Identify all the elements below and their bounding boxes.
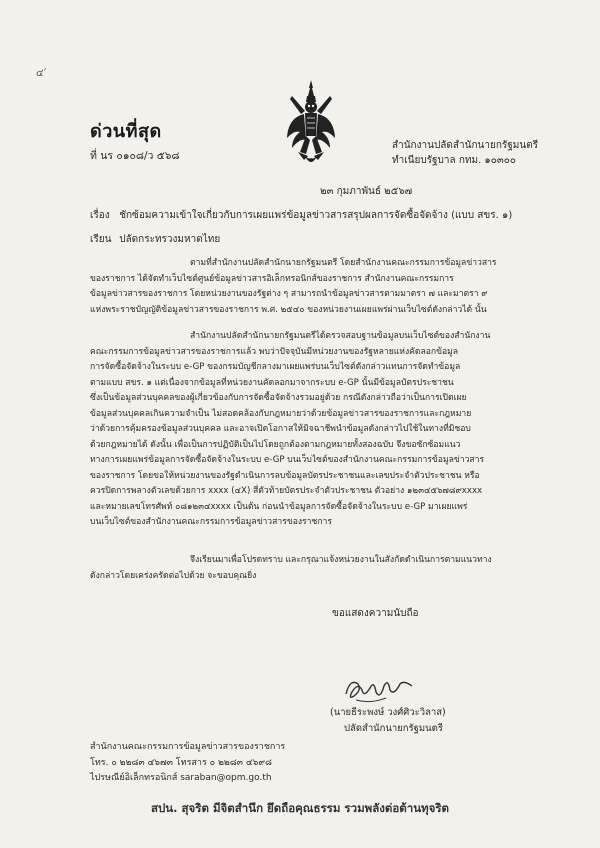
sender-address: ทำเนียบรัฐบาล กทม. ๑๐๓๐๐ bbox=[392, 155, 516, 166]
paragraph-line: ว่าด้วยการคุ้มครองข้อมูลส่วนบุคคล และอาจเปิดโอกาสให้มิจฉาชีพนำข้อมูลดังกล่าวไปใช้ในทางที่มิชอบ bbox=[90, 424, 471, 434]
paragraph-line: ตามแบบ สขร. ๑ แต่เนื่องจากข้อมูลที่หน่วยงานคัดลอกมาจากระบบ e-GP นั้นมีข้อมูลบัตรประชาชน bbox=[90, 377, 454, 388]
sender-office: สำนักงานปลัดสำนักนายกรัฐมนตรี bbox=[392, 140, 539, 151]
paragraph-line: ข้อมูลข่าวสารของราชการ โดยหน่วยงานของรัฐต่าง ๆ สามารถนำข้อมูลข่าวสารตามมาตรา ๗ และมาตรา ๙ bbox=[90, 289, 488, 299]
paragraph-line: บนเว็บไซต์ของสำนักงานคณะกรรมการข้อมูลข่าวสารของราชการ bbox=[90, 517, 332, 527]
paragraph-line: ของราชการ โดยขอให้หน่วยงานของรัฐดำเนินการลบข้อมูลบัตรประชาชนและเลขประจำตัวประชาชน หรือ bbox=[90, 470, 480, 481]
signer-name: (นายธีระพงษ์ วงศ์ศิวะวิลาส) bbox=[330, 707, 446, 718]
recipient-line bbox=[90, 232, 220, 247]
issuing-office-phone: โทร. ๐ ๒๒๘๓ ๔๖๗๓ โทรสาร ๐ ๒๒๘๓ ๔๖๙๘ bbox=[90, 757, 272, 768]
paragraph-line: คณะกรรมการข้อมูลข่าวสารของราชการแล้ว พบว่าปัจจุบันมีหน่วยงานของรัฐหลายแห่งคัดลอกข้อมูล bbox=[90, 346, 459, 357]
subject-line bbox=[90, 208, 512, 223]
recipient-label: เรียน bbox=[90, 234, 112, 245]
recipient-text: ปลัดกระทรวงมหาดไทย bbox=[119, 234, 221, 245]
paragraph-line: การจัดซื้อจัดจ้างในระบบ e-GP ของกรมบัญชีกลางมาเผยแพร่บนเว็บไซต์ดังกล่าวแทนการจัดทำข้อมูล bbox=[90, 362, 461, 372]
signer-title: ปลัดสำนักนายกรัฐมนตรี bbox=[344, 723, 443, 734]
issuing-office-name: สำนักงานคณะกรรมการข้อมูลข่าวสารของราชการ bbox=[90, 742, 286, 752]
footer-slogan: สปน. สุจริต มีจิตสำนึก ยึดถือคุณธรรม รวมพลังต่อต้านทุจริต bbox=[150, 801, 450, 815]
paragraph-3 bbox=[90, 553, 550, 584]
subject-label: เรื่อง bbox=[90, 210, 110, 221]
paragraph-line: ตามที่สำนักงานปลัดสำนักนายกรัฐมนตรี โดยสำนักงานคณะกรรมการข้อมูลข่าวสาร bbox=[190, 258, 497, 268]
paragraph-line: ด้วยกฎหมายได้ ดังนั้น เพื่อเป็นการปฏิบัติเป็นไปโดยถูกต้องตามกฎหมายทั้งสองฉบับ จึงขอซักซ้อมแนว bbox=[90, 439, 461, 450]
paragraph-line: ของราชการ ได้จัดทำเว็บไซต์ศูนย์ข้อมูลข่าวสารอิเล็กทรอนิกส์ของราชการ สำนักงานคณะกรรมการ bbox=[90, 273, 454, 284]
issuing-office-email: ไปรษณีย์อิเล็กทรอนิกส์ saraban@opm.go.th bbox=[90, 773, 272, 783]
corner-mark: ๔ʹ bbox=[36, 68, 47, 79]
paragraph-line: แห่งพระราชบัญญัติข้อมูลข่าวสารของราชการ พ.ศ. ๒๕๔๐ ของหน่วยงานเผยแพร่ผ่านเว็บไซต์ดังกล่าวได้ นั้น bbox=[90, 304, 487, 315]
paragraph-line: สำนักงานปลัดสำนักนายกรัฐมนตรีได้ตรวจสอบฐานข้อมูลบนเว็บไซต์ของสำนักงาน bbox=[190, 331, 491, 341]
paragraph-line: ซึ่งเป็นข้อมูลส่วนบุคคลของผู้เกี่ยวข้องกับการจัดซื้อจัดจ้างรวมอยู่ด้วย กรณีดังกล่าวถือว่าเป็นการเปิดเผย bbox=[90, 393, 467, 403]
sender-block bbox=[392, 138, 538, 168]
document-number: ที่ นร ๐๑๐๘/ว ๕๖๘ bbox=[90, 150, 180, 162]
paragraph-line: จึงเรียนมาเพื่อโปรดทราบ และกรุณาแจ้งหน่วยงานในสังกัดดำเนินการตามแนวทาง bbox=[190, 555, 492, 565]
paragraph-line: ข้อมูลส่วนบุคคลเกินความจำเป็น ไม่สอดคล้องกับกฎหมายว่าด้วยข้อมูลข่าวสารของราชการและกฎหมาย bbox=[90, 408, 472, 419]
document-date: ๒๓ กุมภาพันธ์ ๒๕๖๗ bbox=[320, 186, 413, 197]
urgency-heading: ด่วนที่สุด bbox=[90, 121, 162, 142]
paragraph-line: ดังกล่าวโดยเคร่งครัดต่อไปด้วย จะขอบคุณยิ่ง bbox=[90, 570, 257, 581]
signature-icon bbox=[340, 670, 418, 710]
paragraph-2 bbox=[90, 329, 550, 531]
paragraph-line: ควรปิดการพลางตัวเลขด้วยการ xxxx (๔X) สี่ตัวท้ายบัตรประจำตัวประชาชน ตัวอย่าง ๑๒๓๔๕๖๗๘๙xxxx bbox=[90, 486, 483, 496]
issuing-office-block bbox=[90, 740, 285, 787]
paragraph-line: ทางการเผยแพร่ข้อมูลการจัดซื้อจัดจ้างในระบบ e-GP บนเว็บไซต์ของสำนักงานคณะกรรมการข้อมูลข่าวสาร bbox=[90, 455, 485, 465]
subject-text: ชักซ้อมความเข้าใจเกี่ยวกับการเผยแพร่ข้อมูลข่าวสารสรุปผลการจัดซื้อจัดจ้าง (แบบ สขร. ๑) bbox=[119, 210, 513, 221]
paragraph-line: และหมายเลขโทรศัพท์ ๐๘๑๒๓๔xxxx เป็นต้น ก่อนนำข้อมูลการจัดซื้อจัดจ้างในระบบ e-GP มาเผยแพร่ bbox=[90, 501, 468, 512]
paragraph-1 bbox=[90, 256, 550, 318]
garuda-emblem-icon bbox=[286, 78, 336, 170]
closing-phrase: ขอแสดงความนับถือ bbox=[332, 608, 419, 619]
